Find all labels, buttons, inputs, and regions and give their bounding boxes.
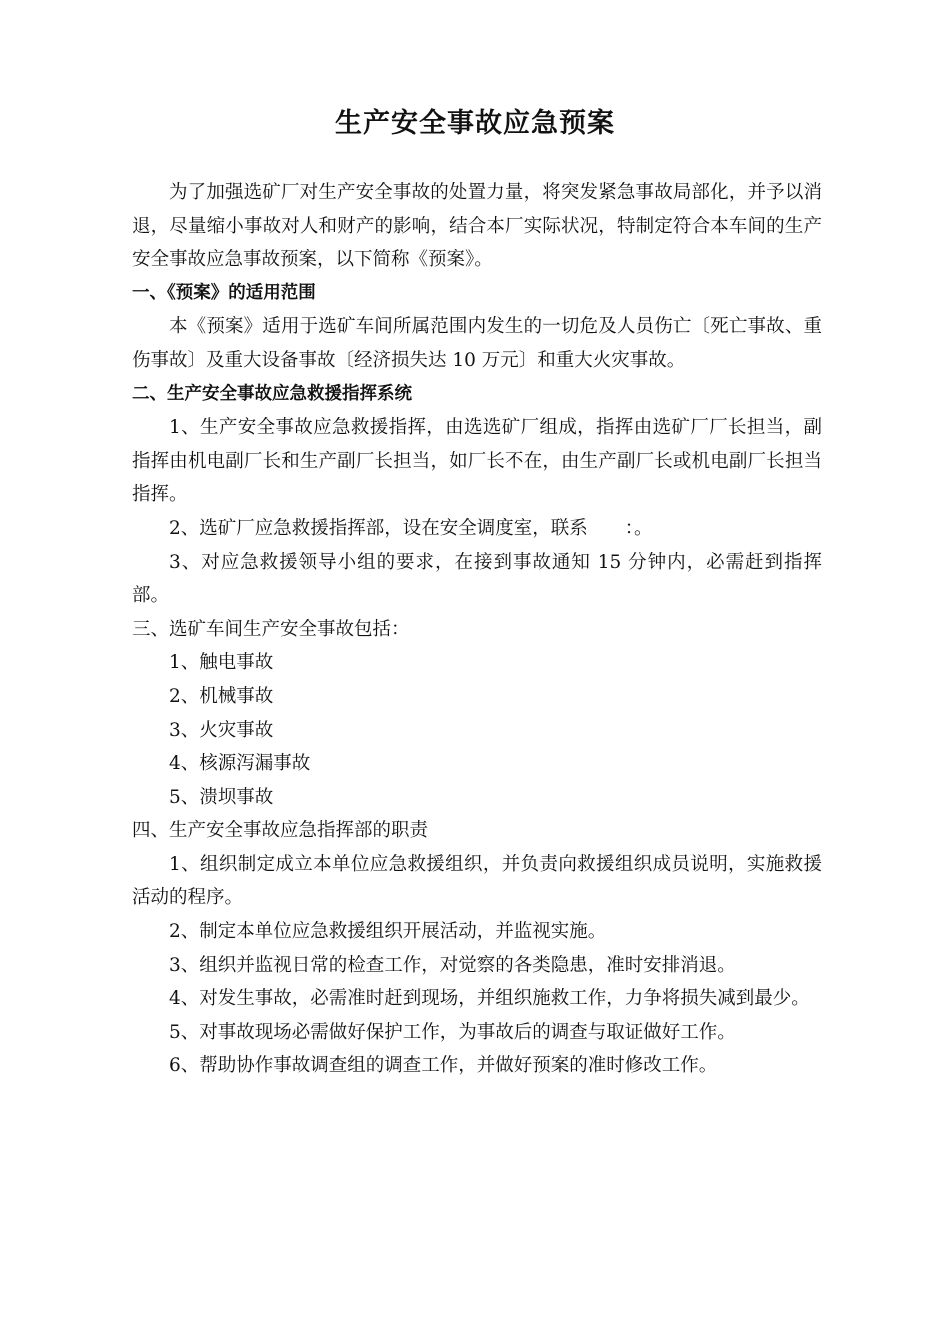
section4-item: 4、对发生事故，必需准时赶到现场，并组织施救工作，力争将损失减到最少。 [169,988,810,1010]
section3-item: 4、核源泻漏事故 [169,753,311,775]
section4-heading: 四、生产安全事故应急指挥部的职责 [132,820,429,842]
section3-item: 2、机械事故 [169,685,274,707]
section1-paragraph: 本《预案》适用于选矿车间所属范围内发生的一切危及人员伤亡〔死亡事故、重伤事故〕及重大设备事故〔经济损失达 10 万元〕和重大火灾事故。 [132,316,822,371]
section3-heading: 三、选矿车间生产安全事故包括： [132,618,410,640]
intro-paragraph: 为了加强选矿厂对生产安全事故的处置力量，将突发紧急事故局部化，并予以消退，尽量缩小事故对人和财产的影响，结合本厂实际状况，特制定符合本车间的生产安全事故应急事故预案，以下简称《预案》。 [132,182,822,271]
section3-item: 1、触电事故 [169,652,274,674]
document-body [132,176,822,1083]
section4-item: 6、帮助协作事故调查组的调查工作，并做好预案的准时修改工作。 [169,1055,718,1077]
section4-item: 5、对事故现场必需做好保护工作，为事故后的调查与取证做好工作。 [169,1021,736,1043]
document-title: 生产安全事故应急预案 [335,108,615,139]
section2-heading: 二、生产安全事故应急救援指挥系统 [132,383,412,404]
section3-item: 3、火灾事故 [169,719,274,741]
section2-item: 3、对应急救援领导小组的要求，在接到事故通知 15 分钟内，必需赶到指挥部。 [132,551,822,607]
section4-item: 1、组织制定成立本单位应急救援组织，并负责向救援组织成员说明，实施救援活动的程序。 [132,853,822,909]
section4-item: 3、组织并监视日常的检查工作，对觉察的各类隐患，准时安排消退。 [169,954,736,976]
section2-item: 2、选矿厂应急救援指挥部，设在安全调度室，联系 ：。 [169,517,653,539]
section2-item: 1、生产安全事故应急救援指挥，由选选矿厂组成，指挥由选矿厂厂长担当，副指挥由机电副厂长和生产副厂长担当，如厂长不在，由生产副厂长或机电副厂长担当指挥。 [132,417,822,506]
section3-item: 5、溃坝事故 [169,786,274,808]
section4-item: 2、制定本单位应急救援组织开展活动，并监视实施。 [169,921,607,943]
section1-heading: 一、《预案》的适用范围 [132,282,316,303]
